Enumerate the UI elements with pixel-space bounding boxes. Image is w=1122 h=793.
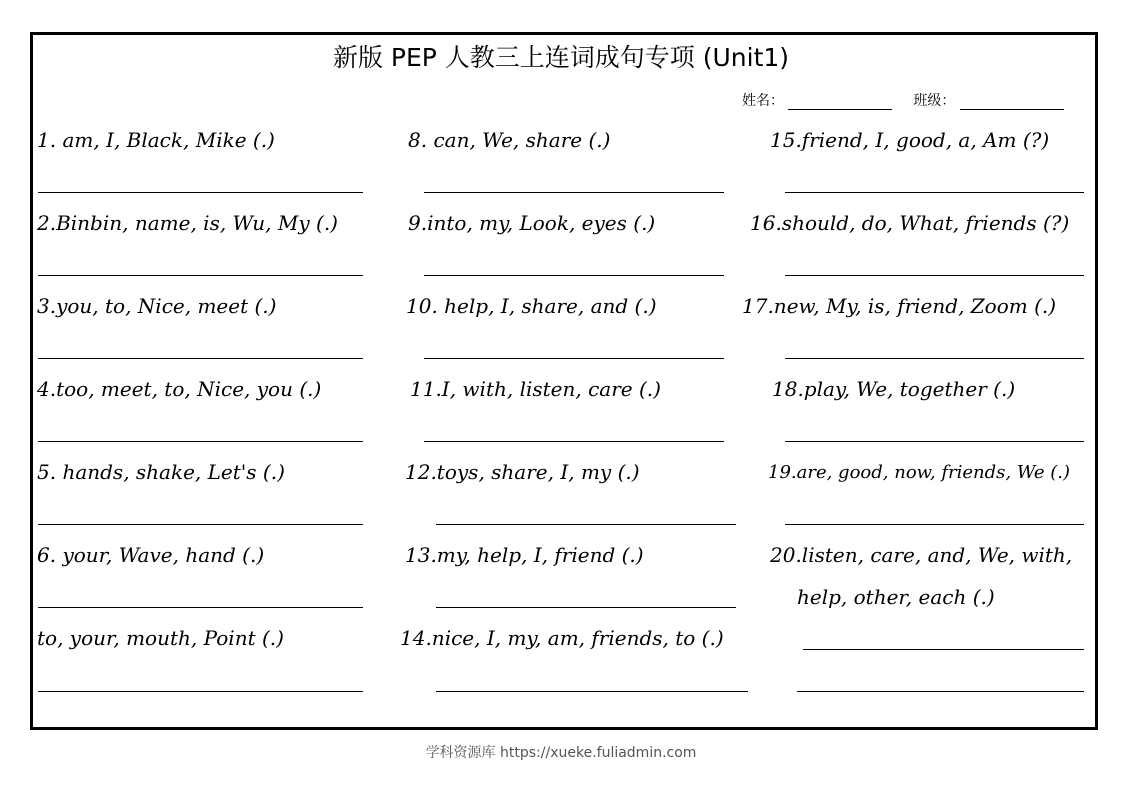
answer-line-2[interactable]	[38, 275, 363, 276]
student-info	[742, 90, 1064, 110]
answer-line-4[interactable]	[38, 441, 363, 442]
question-8: 8. can, We, share (.)	[408, 128, 611, 152]
answer-line-3[interactable]	[38, 358, 363, 359]
question-3: 3.you, to, Nice, meet (.)	[37, 294, 277, 318]
question-18: 18.play, We, together (.)	[772, 377, 1016, 401]
question-16: 16.should, do, What, friends (?)	[750, 211, 1070, 235]
question-5: 5. hands, shake, Let's (.)	[37, 460, 285, 484]
answer-line-11[interactable]	[424, 441, 724, 442]
question-2: 2.Binbin, name, is, Wu, My (.)	[37, 211, 338, 235]
question-19: 19.are, good, now, friends, We (.)	[768, 462, 1071, 483]
question-14: 14.nice, I, my, am, friends, to (.)	[400, 626, 724, 650]
name-field[interactable]	[788, 94, 892, 110]
question-1: 1. am, I, Black, Mike (.)	[37, 128, 275, 152]
source-footer: 学科资源库 https://xueke.fuliadmin.com	[425, 745, 697, 761]
worksheet-title: 新版 PEP 人教三上连词成句专项 (Unit1)	[332, 43, 790, 72]
question-7: to, your, mouth, Point (.)	[37, 626, 284, 650]
question-20-continued: help, other, each (.)	[797, 585, 995, 609]
question-9: 9.into, my, Look, eyes (.)	[408, 211, 656, 235]
name-label: 姓名：	[742, 93, 784, 109]
answer-line-12[interactable]	[436, 524, 736, 525]
answer-line-13[interactable]	[436, 607, 736, 608]
answer-line-6[interactable]	[38, 607, 363, 608]
question-10: 10. help, I, share, and (.)	[406, 294, 657, 318]
question-6: 6. your, Wave, hand (.)	[37, 543, 265, 567]
answer-line-17[interactable]	[785, 358, 1084, 359]
answer-line-1[interactable]	[38, 192, 363, 193]
question-11: 11.I, with, listen, care (.)	[410, 377, 661, 401]
answer-line-15[interactable]	[785, 192, 1084, 193]
answer-line-18[interactable]	[785, 441, 1084, 442]
answer-line-14[interactable]	[436, 691, 748, 692]
question-20: 20.listen, care, and, We, with,	[770, 543, 1073, 567]
question-12: 12.toys, share, I, my (.)	[405, 460, 640, 484]
answer-line-20a[interactable]	[803, 649, 1084, 650]
answer-line-7[interactable]	[38, 691, 363, 692]
answer-line-10[interactable]	[424, 358, 724, 359]
answer-line-8[interactable]	[424, 192, 724, 193]
answer-line-20b[interactable]	[797, 691, 1084, 692]
answer-line-16[interactable]	[785, 275, 1084, 276]
question-17: 17.new, My, is, friend, Zoom (.)	[742, 294, 1057, 318]
question-4: 4.too, meet, to, Nice, you (.)	[37, 377, 322, 401]
answer-line-5[interactable]	[38, 524, 363, 525]
answer-line-9[interactable]	[424, 275, 724, 276]
answer-line-19[interactable]	[785, 524, 1084, 525]
question-15: 15.friend, I, good, a, Am (?)	[770, 128, 1050, 152]
class-label: 班级：	[913, 93, 956, 109]
question-13: 13.my, help, I, friend (.)	[405, 543, 644, 567]
class-field[interactable]	[960, 94, 1064, 110]
